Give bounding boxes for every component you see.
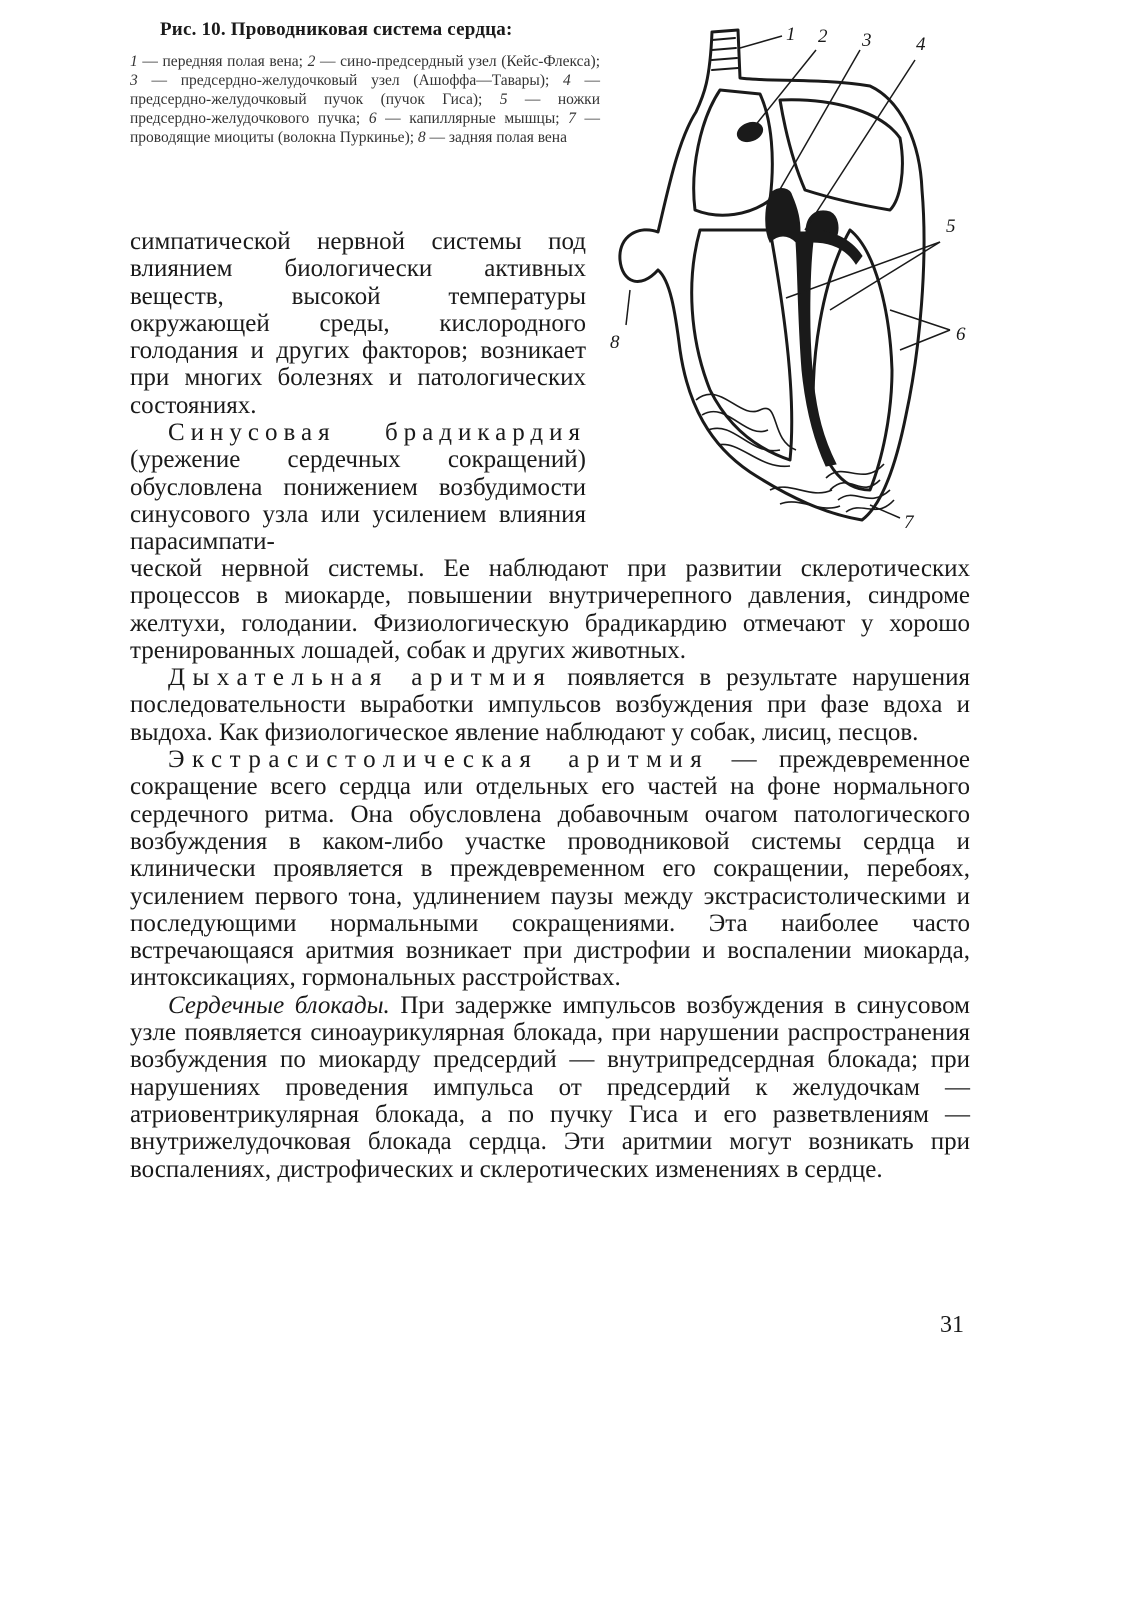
- figure-legend: [130, 52, 600, 147]
- paragraph-5: Сердечные блокады. При задержке импульсов возбуждения в синусовом узле появляется синоаурикулярная блокада, при нарушении распространения возбуждения по миокарду предсердий — внутрипредсердная блокада; при нарушениях проведения импульса от предсердий к желудочкам — атриовентрикулярная блокада, а по пучку Гиса и его разветвлениям — внутрижелудочковая блокада сердца. Эти аритмии могут возникать при воспалениях, дистрофических и склеротических изменениях в сердце.: [130, 991, 970, 1183]
- left-atrium: [780, 100, 902, 210]
- figure-label-5: 5: [946, 216, 956, 237]
- leader-line-1: [740, 36, 782, 48]
- legend-item: 8 — задняя полая вена: [417, 129, 567, 146]
- heart-conduction-figure: [600, 20, 990, 540]
- legend-item: 3 — предсердно-желудочковый узел (Ашоффа—Тавары);: [130, 72, 550, 89]
- leader-line-8: [626, 290, 630, 325]
- term-heart-blocks: Сердечные блокады.: [168, 991, 390, 1019]
- page-number: 31: [940, 1312, 964, 1338]
- legend-item: 4 — предсердно-желудочковый пучок (пучок Гиса);: [130, 72, 601, 108]
- figure-label-3: 3: [862, 30, 872, 51]
- body-text-full: [130, 555, 970, 1183]
- paragraph-2-start: [130, 419, 586, 555]
- heart-diagram: [600, 20, 990, 540]
- figure-label-4: 4: [916, 34, 926, 55]
- heart-outer-wall: [620, 30, 924, 520]
- term-sinus-bradycardia: Синусовая брадикардия: [168, 419, 586, 447]
- term-extrasystolic-arrhythmia: Экстрасистолическая аритмия: [168, 746, 710, 774]
- figure-label-7: 7: [904, 512, 914, 533]
- paragraph-3: Дыхательная аритмия появляется в результате нарушения последовательности выработки импульсов возбуждения при фазе вдоха и выдоха. Как физиологическое явление наблюдают у собак, лисиц, песцов.: [130, 664, 971, 746]
- figure-label-8: 8: [610, 332, 620, 353]
- legend-item: 7 — проводящие миоциты (волокна Пуркинье);: [130, 110, 601, 146]
- paragraph-4: Экстрасистолическая аритмия — преждевременное сокращение всего сердца или отдельных его частей на фоне нормального сердечного ритма. Она обусловлена добавочным очагом патологического возбуждения в каком-либо участке проводниковой системы сердца и клинически проявляется в преждевременном его сокращении, перебоях, усилением первого тона, удлинением паузы между экстрасистолическими и последующими нормальными сокращениями. Эта наиболее часто встречающаяся аритмия возникает при дистрофии и воспалении миокарда, интоксикациях, гормональных расстройствах.: [130, 746, 970, 992]
- paragraph-1: симпатической нервной системы под влиянием биологически активных веществ, высокой температуры окружающей среды, кислородного голодания и других факторов; возникает при многих болезнях и патологических состояниях.: [130, 228, 586, 419]
- paragraph-2-end: ческой нервной системы. Ее наблюдают при развитии склеротических процессов в миокарде, повышении внутричерепного давления, синдроме желтухи, голодании. Физиологическую брадикардию отмечают у хорошо тренированных лошадей, собак и других животных.: [130, 555, 970, 664]
- paragraph-2-text-wrap: (урежение сердечных сокращений) обусловлена понижением возбудимости синусового узла или усилением влияния парасимпати-: [130, 446, 586, 556]
- term-respiratory-arrhythmia: Дыхательная аритмия: [168, 664, 553, 692]
- leader-line-6b: [900, 330, 950, 350]
- figure-caption-title: Рис. 10. Проводниковая система сердца:: [160, 19, 513, 40]
- legend-item: 6 — капиллярные мышцы;: [368, 110, 560, 127]
- figure-label-2: 2: [818, 26, 828, 47]
- right-atrium: [694, 90, 773, 215]
- legend-item: 1 — передняя полая вена;: [130, 53, 303, 70]
- leader-line-3: [775, 50, 860, 198]
- figure-label-6: 6: [956, 324, 966, 345]
- vena-cava-stripes: [712, 38, 738, 70]
- body-text-narrow: [130, 228, 586, 556]
- figure-label-1: 1: [786, 24, 796, 45]
- legend-item: 5 — ножки предсердно-желудочкового пучка;: [130, 91, 601, 127]
- legend-item: 2 — сино-предсердный узел (Кейс-Флекса);: [307, 53, 601, 70]
